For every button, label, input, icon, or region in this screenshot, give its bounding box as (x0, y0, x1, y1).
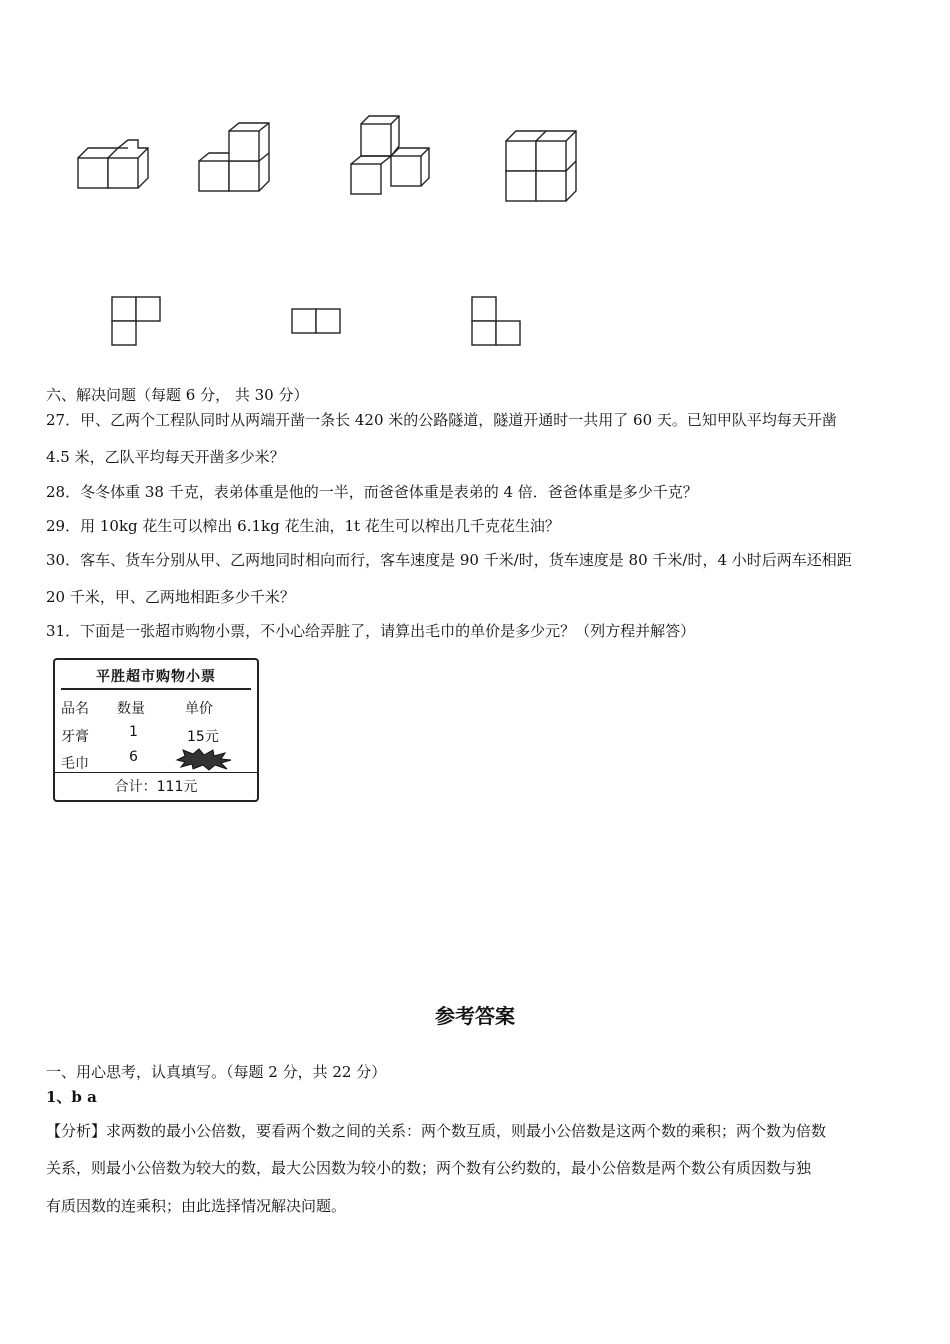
shopping-receipt (53, 658, 259, 802)
receipt-row1-qty: 1 (129, 724, 138, 740)
view-shape-1 (111, 296, 163, 346)
cube-figure-3 (349, 114, 435, 198)
analysis-line1: 【分析】求两数的最小公倍数，要看两个数之间的关系：两个数互质，则最小公倍数是这两个数的乘积；两个数为倍数 (46, 1122, 827, 1140)
question-28: 28．冬冬体重 38 千克，表弟体重是他的一半，而爸爸体重是表弟的 4 倍．爸爸体重是多少千克？ (46, 483, 698, 501)
analysis-line2: 关系，则最小公倍数为较大的数，最大公因数为较小的数；两个数有公约数的，最小公倍数是两个数公有质因数与独 (46, 1159, 812, 1177)
answers-section1-heading: 一、用心思考，认真填写。（每题 2 分，共 22 分） (46, 1063, 387, 1081)
ink-smudge-icon (175, 748, 233, 770)
receipt-title: 平胜超市购物小票 (96, 669, 216, 685)
question-29: 29．用 10kg 花生可以榨出 6.1kg 花生油，1t 花生可以榨出几千克花生油？ (46, 517, 560, 535)
answer-1: 1、b a (46, 1088, 97, 1106)
receipt-row1-name: 牙膏 (61, 729, 89, 745)
analysis-line3: 有质因数的连乘积；由此选择情况解决问题。 (46, 1197, 347, 1215)
section6-heading: 六、解决问题（每题 6 分， 共 30 分） (46, 386, 309, 404)
question-30-line2: 20 千米，甲、乙两地相距多少千米？ (46, 588, 295, 606)
cube-figure-4 (504, 129, 580, 203)
receipt-col-name: 品名 (61, 701, 89, 717)
receipt-row2-name: 毛巾 (61, 756, 89, 772)
receipt-row1-price: 15元 (187, 729, 219, 745)
cube-figure-1 (76, 138, 152, 192)
receipt-col-qty: 数量 (117, 701, 145, 717)
answers-title: 参考答案 (435, 1004, 515, 1028)
receipt-col-price: 单价 (185, 701, 213, 717)
view-shape-2 (291, 308, 343, 334)
question-30-line1: 30．客车、货车分别从甲、乙两地同时相向而行，客车速度是 90 千米/时，货车速度是 80 千米/时，4 小时后两车还相距 (46, 551, 852, 569)
question-27-line2: 4.5 米，乙队平均每天开凿多少米？ (46, 448, 285, 466)
receipt-row2-qty: 6 (129, 749, 138, 765)
view-shape-3 (471, 296, 523, 346)
cube-figure-2 (197, 121, 273, 195)
question-27-line1: 27．甲、乙两个工程队同时从两端开凿一条长 420 米的公路隧道，隧道开通时一共用了 60 天。已知甲队平均每天开凿 (46, 411, 837, 429)
receipt-total: 合计：111元 (55, 772, 257, 796)
question-31: 31．下面是一张超市购物小票，不小心给弄脏了，请算出毛巾的单价是多少元？（列方程并解答） (46, 622, 696, 640)
receipt-divider (61, 688, 251, 690)
